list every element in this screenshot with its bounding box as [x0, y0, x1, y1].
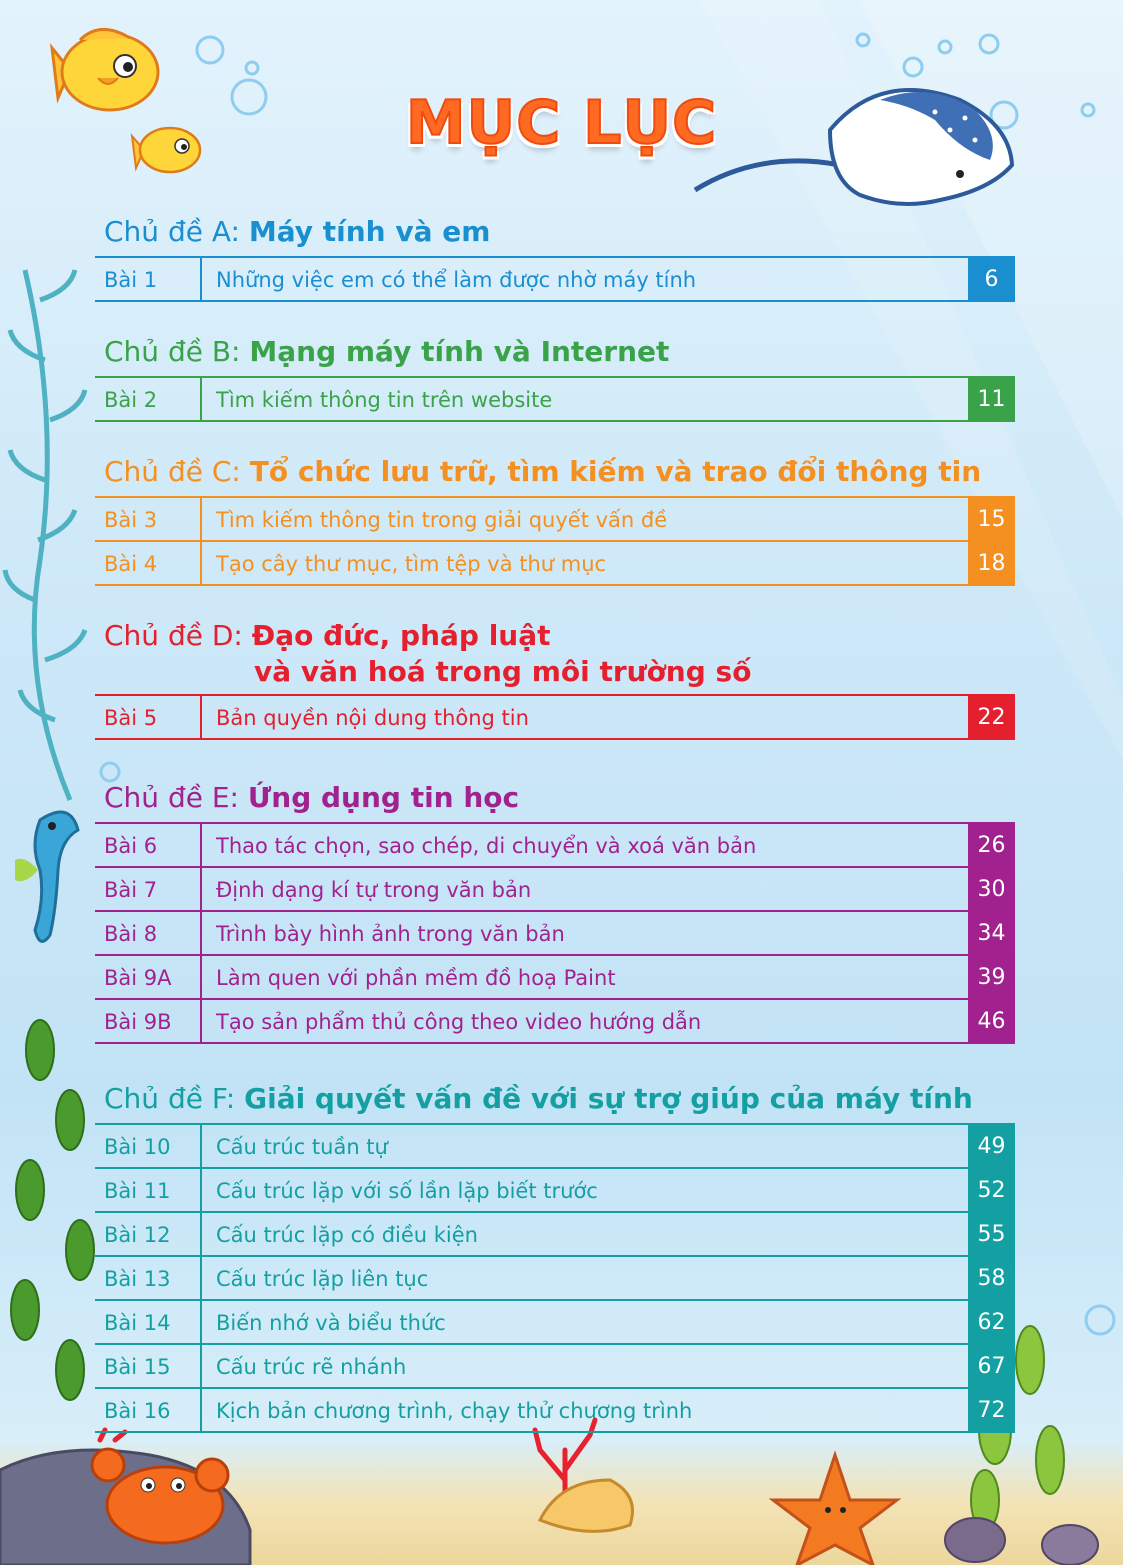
lesson-number: Bài 15 — [104, 1355, 171, 1379]
page-number: 58 — [968, 1257, 1015, 1301]
lesson-row[interactable] — [95, 696, 1015, 740]
column-divider — [200, 542, 202, 586]
lesson-title: Định dạng kí tự trong văn bản — [216, 878, 532, 902]
seaweed-icon — [5, 270, 85, 800]
shell-icon — [540, 1480, 633, 1531]
page-number: 18 — [968, 542, 1015, 586]
lesson-row[interactable] — [95, 542, 1015, 586]
lesson-row[interactable] — [95, 1301, 1015, 1345]
section-title — [104, 214, 490, 250]
page-number: 11 — [968, 378, 1015, 422]
section-prefix: Chủ đề F: — [104, 1082, 245, 1115]
page-number: 6 — [968, 258, 1015, 302]
column-divider — [200, 1345, 202, 1389]
lesson-list — [95, 376, 1015, 422]
lesson-title: Cấu trúc tuần tự — [216, 1135, 388, 1159]
lesson-row[interactable] — [95, 1389, 1015, 1433]
section-name: Mạng máy tính và Internet — [249, 335, 670, 368]
seahorse-icon — [15, 812, 78, 941]
lesson-row[interactable] — [95, 378, 1015, 422]
lesson-row[interactable] — [95, 956, 1015, 1000]
section-title — [104, 1081, 973, 1117]
lesson-title: Những việc em có thể làm được nhờ máy tính — [216, 268, 697, 292]
lesson-title: Thao tác chọn, sao chép, di chuyển và xoá văn bản — [216, 834, 757, 858]
lesson-number: Bài 8 — [104, 922, 158, 946]
lesson-row[interactable] — [95, 824, 1015, 868]
column-divider — [200, 868, 202, 912]
lesson-title: Kịch bản chương trình, chạy thử chương trình — [216, 1399, 693, 1423]
lesson-title: Cấu trúc lặp với số lần lặp biết trước — [216, 1179, 598, 1203]
column-divider — [200, 1301, 202, 1345]
page-title: MỤC LỤC — [405, 88, 718, 158]
page-number: 15 — [968, 498, 1015, 542]
lesson-list — [95, 256, 1015, 302]
lesson-number: Bài 7 — [104, 878, 158, 902]
starfish-icon — [773, 1455, 897, 1565]
lesson-title: Cấu trúc lặp có điều kiện — [216, 1223, 478, 1247]
lesson-title: Làm quen với phần mềm đồ hoạ Paint — [216, 966, 616, 990]
lesson-list — [95, 1123, 1015, 1433]
seaweed-icon — [11, 1020, 94, 1400]
lesson-row[interactable] — [95, 1345, 1015, 1389]
lesson-number: Bài 9A — [104, 966, 172, 990]
lesson-number: Bài 3 — [104, 508, 158, 532]
lesson-list — [95, 496, 1015, 586]
section-title — [104, 334, 669, 370]
section-prefix: Chủ đề C: — [104, 455, 250, 488]
section-name: Tổ chức lưu trữ, tìm kiếm và trao đổi thông tin — [249, 455, 982, 488]
page-number: 30 — [968, 868, 1015, 912]
section-prefix: Chủ đề A: — [104, 215, 249, 248]
lesson-list — [95, 694, 1015, 740]
lesson-number: Bài 16 — [104, 1399, 171, 1423]
page-number: 55 — [968, 1213, 1015, 1257]
page-number: 22 — [968, 696, 1015, 740]
page-number: 39 — [968, 956, 1015, 1000]
lesson-number: Bài 2 — [104, 388, 158, 412]
section-prefix: Chủ đề D: — [104, 619, 252, 652]
lesson-row[interactable] — [95, 1125, 1015, 1169]
section-name: Đạo đức, pháp luật — [251, 619, 551, 652]
lesson-number: Bài 1 — [104, 268, 158, 292]
lesson-title: Tạo cây thư mục, tìm tệp và thư mục — [216, 552, 607, 576]
lesson-title: Trình bày hình ảnh trong văn bản — [216, 922, 565, 946]
column-divider — [200, 1000, 202, 1044]
column-divider — [200, 1389, 202, 1433]
column-divider — [200, 912, 202, 956]
section-title — [104, 454, 981, 490]
page-number: 72 — [968, 1389, 1015, 1433]
section-name: Ứng dụng tin học — [247, 781, 520, 814]
lesson-row[interactable] — [95, 912, 1015, 956]
lesson-number: Bài 4 — [104, 552, 158, 576]
lesson-number: Bài 10 — [104, 1135, 171, 1159]
lesson-list — [95, 822, 1015, 1044]
lesson-row[interactable] — [95, 1257, 1015, 1301]
lesson-title: Tìm kiếm thông tin trong giải quyết vấn đề — [216, 508, 668, 532]
lesson-number: Bài 11 — [104, 1179, 171, 1203]
column-divider — [200, 956, 202, 1000]
column-divider — [200, 824, 202, 868]
lesson-number: Bài 5 — [104, 706, 158, 730]
lesson-number: Bài 14 — [104, 1311, 171, 1335]
lesson-title: Tìm kiếm thông tin trên website — [216, 388, 553, 412]
lesson-row[interactable] — [95, 1000, 1015, 1044]
lesson-number: Bài 9B — [104, 1010, 172, 1034]
lesson-number: Bài 12 — [104, 1223, 171, 1247]
column-divider — [200, 378, 202, 422]
page-number: 67 — [968, 1345, 1015, 1389]
lesson-title: Bản quyền nội dung thông tin — [216, 706, 529, 730]
lesson-title: Cấu trúc rẽ nhánh — [216, 1355, 407, 1379]
section-name-line2: và văn hoá trong môi trường số — [254, 655, 752, 688]
lesson-title: Biến nhớ và biểu thức — [216, 1311, 446, 1335]
column-divider — [200, 1257, 202, 1301]
section-name: Giải quyết vấn đề với sự trợ giúp của máy tính — [244, 1082, 973, 1115]
lesson-row[interactable] — [95, 498, 1015, 542]
lesson-row[interactable] — [95, 1213, 1015, 1257]
section-title — [104, 780, 519, 816]
section-name: Máy tính và em — [248, 215, 491, 248]
page-number: 52 — [968, 1169, 1015, 1213]
page-number: 49 — [968, 1125, 1015, 1169]
column-divider — [200, 696, 202, 740]
section-title — [104, 618, 751, 690]
column-divider — [200, 1125, 202, 1169]
page-number: 46 — [968, 1000, 1015, 1044]
lesson-title: Tạo sản phẩm thủ công theo video hướng dẫn — [216, 1010, 702, 1034]
section-prefix: Chủ đề B: — [104, 335, 250, 368]
column-divider — [200, 258, 202, 302]
column-divider — [200, 498, 202, 542]
lesson-number: Bài 6 — [104, 834, 158, 858]
page-number: 62 — [968, 1301, 1015, 1345]
page-number: 34 — [968, 912, 1015, 956]
section-prefix: Chủ đề E: — [104, 781, 248, 814]
lesson-title: Cấu trúc lặp liên tục — [216, 1267, 429, 1291]
column-divider — [200, 1213, 202, 1257]
column-divider — [200, 1169, 202, 1213]
lesson-row[interactable] — [95, 258, 1015, 302]
page-number: 26 — [968, 824, 1015, 868]
lesson-row[interactable] — [95, 1169, 1015, 1213]
lesson-number: Bài 13 — [104, 1267, 171, 1291]
lesson-row[interactable] — [95, 868, 1015, 912]
